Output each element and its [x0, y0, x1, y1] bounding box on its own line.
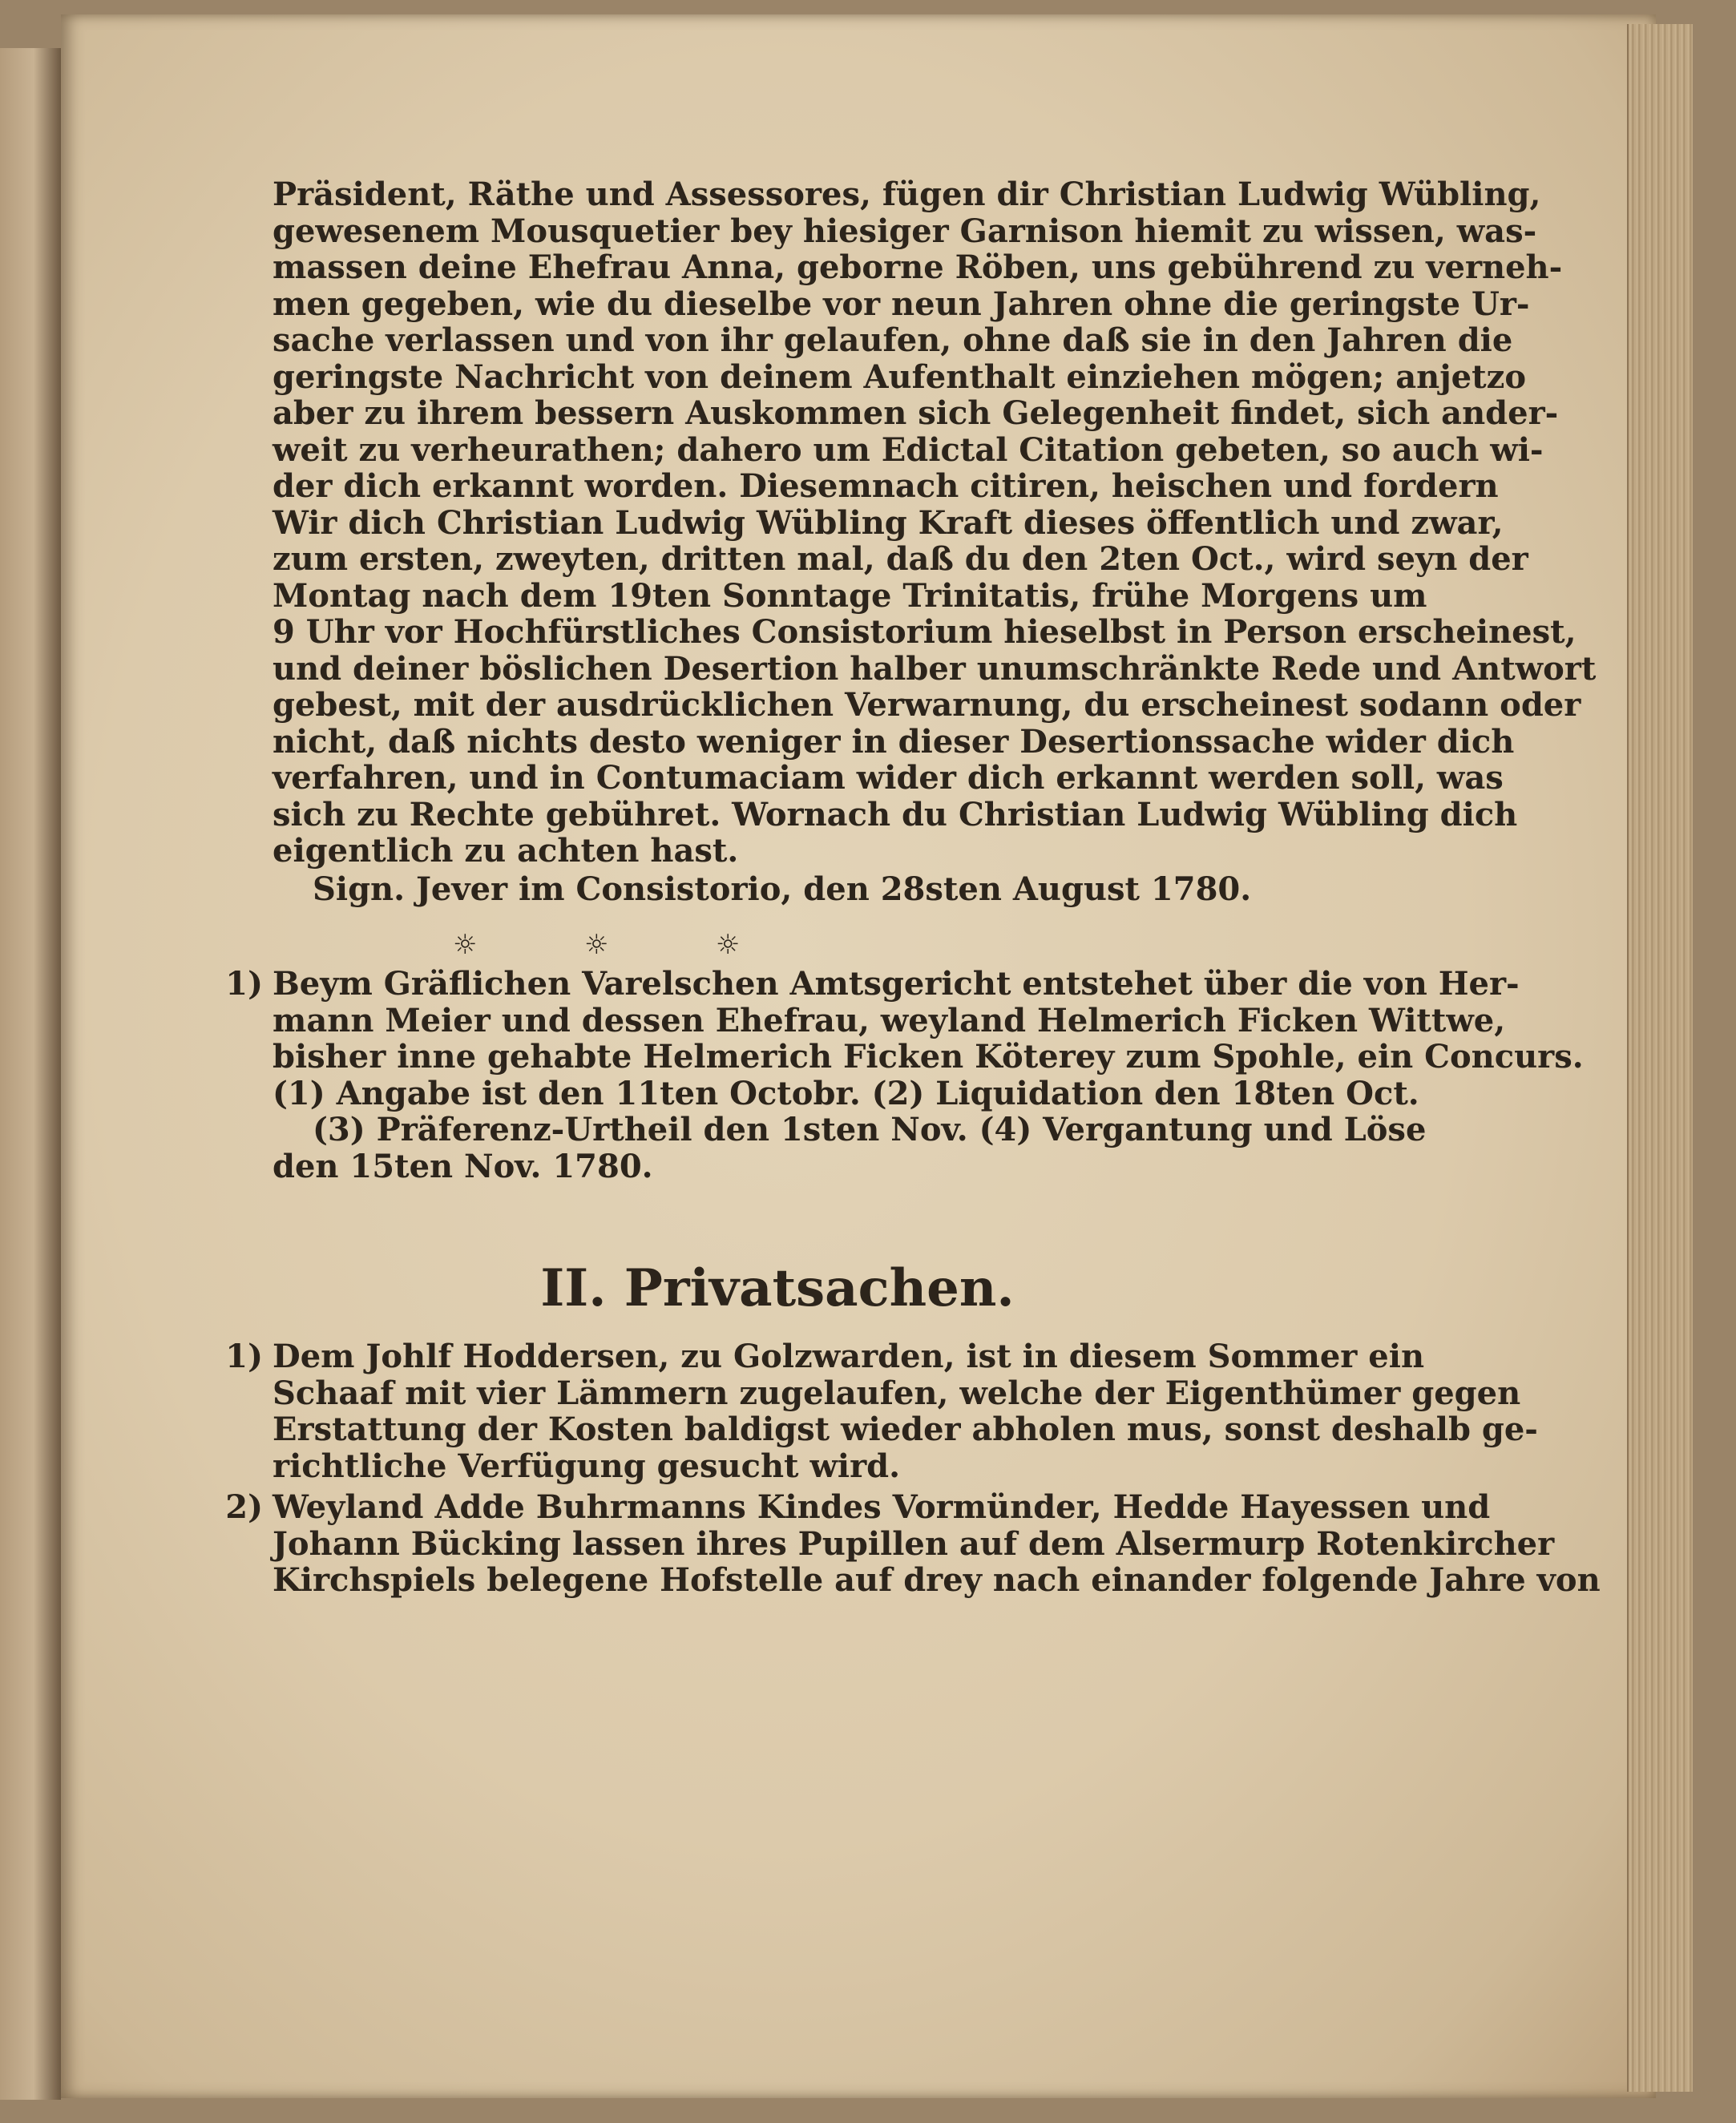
edict-paragraph: [273, 176, 1597, 870]
sun-ornament-icon: ☼: [715, 929, 741, 961]
item-number: 1): [225, 1338, 263, 1375]
text-line: Wir dich Christian Ludwig Wübling Kraft dieses öffentlich und zwar,: [273, 503, 1504, 542]
page-stack-edge: [1627, 24, 1693, 2092]
text-line: Präsident, Räthe und Assessores, fügen dir Christian Ludwig Wübling,: [273, 176, 1541, 213]
text-line: (1) Angabe ist den 11ten Octobr. (2) Liquidation den 18ten Oct.: [273, 1074, 1419, 1112]
text-line: und deiner böslichen Desertion halber unumschränkte Rede und Antwort: [273, 649, 1597, 688]
page-text: [225, 176, 1601, 1599]
text-line: Montag nach dem 19ten Sonntage Trinitatis, frühe Morgens um: [273, 576, 1427, 615]
sun-ornament-icon: ☼: [453, 929, 478, 961]
text-line: den 15ten Nov. 1780.: [273, 1147, 653, 1185]
text-line: Erstattung der Kosten baldigst wieder abholen mus, sonst deshalb ge-: [273, 1411, 1538, 1448]
item-number: 2): [225, 1488, 263, 1526]
section-heading: II. Privatsachen.: [540, 1258, 1015, 1318]
item-number: 1): [225, 965, 263, 1003]
text-line: nicht, daß nichts desto weniger in dieser Desertionssache wider dich: [273, 722, 1515, 761]
text-line: richtliche Verfügung gesucht wird.: [273, 1447, 901, 1485]
text-line: Beym Gräflichen Varelschen Amtsgericht entstehet über die von Her-: [273, 965, 1520, 1003]
text-line: Kirchspiels belegene Hofstelle auf drey nach einander folgende Jahre von: [273, 1561, 1601, 1599]
text-line: Weyland Adde Buhrmanns Kindes Vormünder, Hedde Hayessen und: [273, 1488, 1491, 1526]
text-line: Johann Bücking lassen ihres Pupillen auf dem Alsermurp Rotenkircher: [273, 1524, 1555, 1563]
text-line: bisher inne gehabte Helmerich Ficken Köterey zum Spohle, ein Concurs.: [273, 1038, 1584, 1076]
text-line: geringste Nachricht von deinem Aufenthalt einziehen mögen; anjetzo: [273, 357, 1527, 396]
notice-item-sheep: [225, 1338, 1538, 1485]
text-line: verfahren, und in Contumaciam wider dich erkannt werden soll, was: [273, 759, 1504, 797]
notice-item-farmstead: [225, 1488, 1601, 1599]
text-line: gebest, mit der ausdrücklichen Verwarnung, du erscheinest sodann oder: [273, 686, 1581, 724]
text-line: massen deine Ehefrau Anna, geborne Röben, uns gebührend zu verneh-: [273, 248, 1563, 286]
text-line: sache verlassen und von ihr gelaufen, ohne daß sie in den Jahren die: [273, 321, 1513, 359]
left-facing-page-edge: [0, 48, 61, 2100]
text-line: gewesenem Mousquetier bey hiesiger Garnison hiemit zu wissen, was-: [273, 212, 1537, 250]
text-line: (3) Präferenz-Urtheil den 1sten Nov. (4) Vergantung und Löse: [313, 1111, 1427, 1148]
text-line: mann Meier und dessen Ehefrau, weyland Helmerich Ficken Wittwe,: [273, 1001, 1506, 1039]
text-line: Schaaf mit vier Lämmern zugelaufen, welche der Eigenthümer gegen: [273, 1374, 1521, 1412]
text-line: zum ersten, zweyten, dritten mal, daß du den 2ten Oct., wird seyn der: [273, 540, 1528, 578]
text-line: sich zu Rechte gebühret. Wornach du Christian Ludwig Wübling dich: [273, 795, 1518, 833]
text-line: weit zu verheurathen; dahero um Edictal Citation gebeten, so auch wi-: [273, 430, 1544, 469]
text-line: eigentlich zu achten hast.: [273, 832, 739, 870]
notice-item-concurs: [225, 965, 1584, 1185]
sun-ornament-icon: ☼: [583, 929, 609, 961]
ornament-row: [273, 925, 1330, 961]
text-line: 9 Uhr vor Hochfürstliches Consistorium hieselbst in Person erscheinest,: [273, 613, 1577, 651]
text-line: aber zu ihrem bessern Auskommen sich Gelegenheit findet, sich ander-: [273, 394, 1559, 432]
signature-line: Sign. Jever im Consistorio, den 28sten August 1780.: [313, 870, 1252, 908]
text-line: der dich erkannt worden. Diesemnach citiren, heischen und fordern: [273, 467, 1499, 505]
text-line: men gegeben, wie du dieselbe vor neun Jahren ohne die geringste Ur-: [273, 285, 1530, 323]
text-line: Dem Johlf Hoddersen, zu Golzwarden, ist in diesem Sommer ein: [273, 1338, 1425, 1375]
